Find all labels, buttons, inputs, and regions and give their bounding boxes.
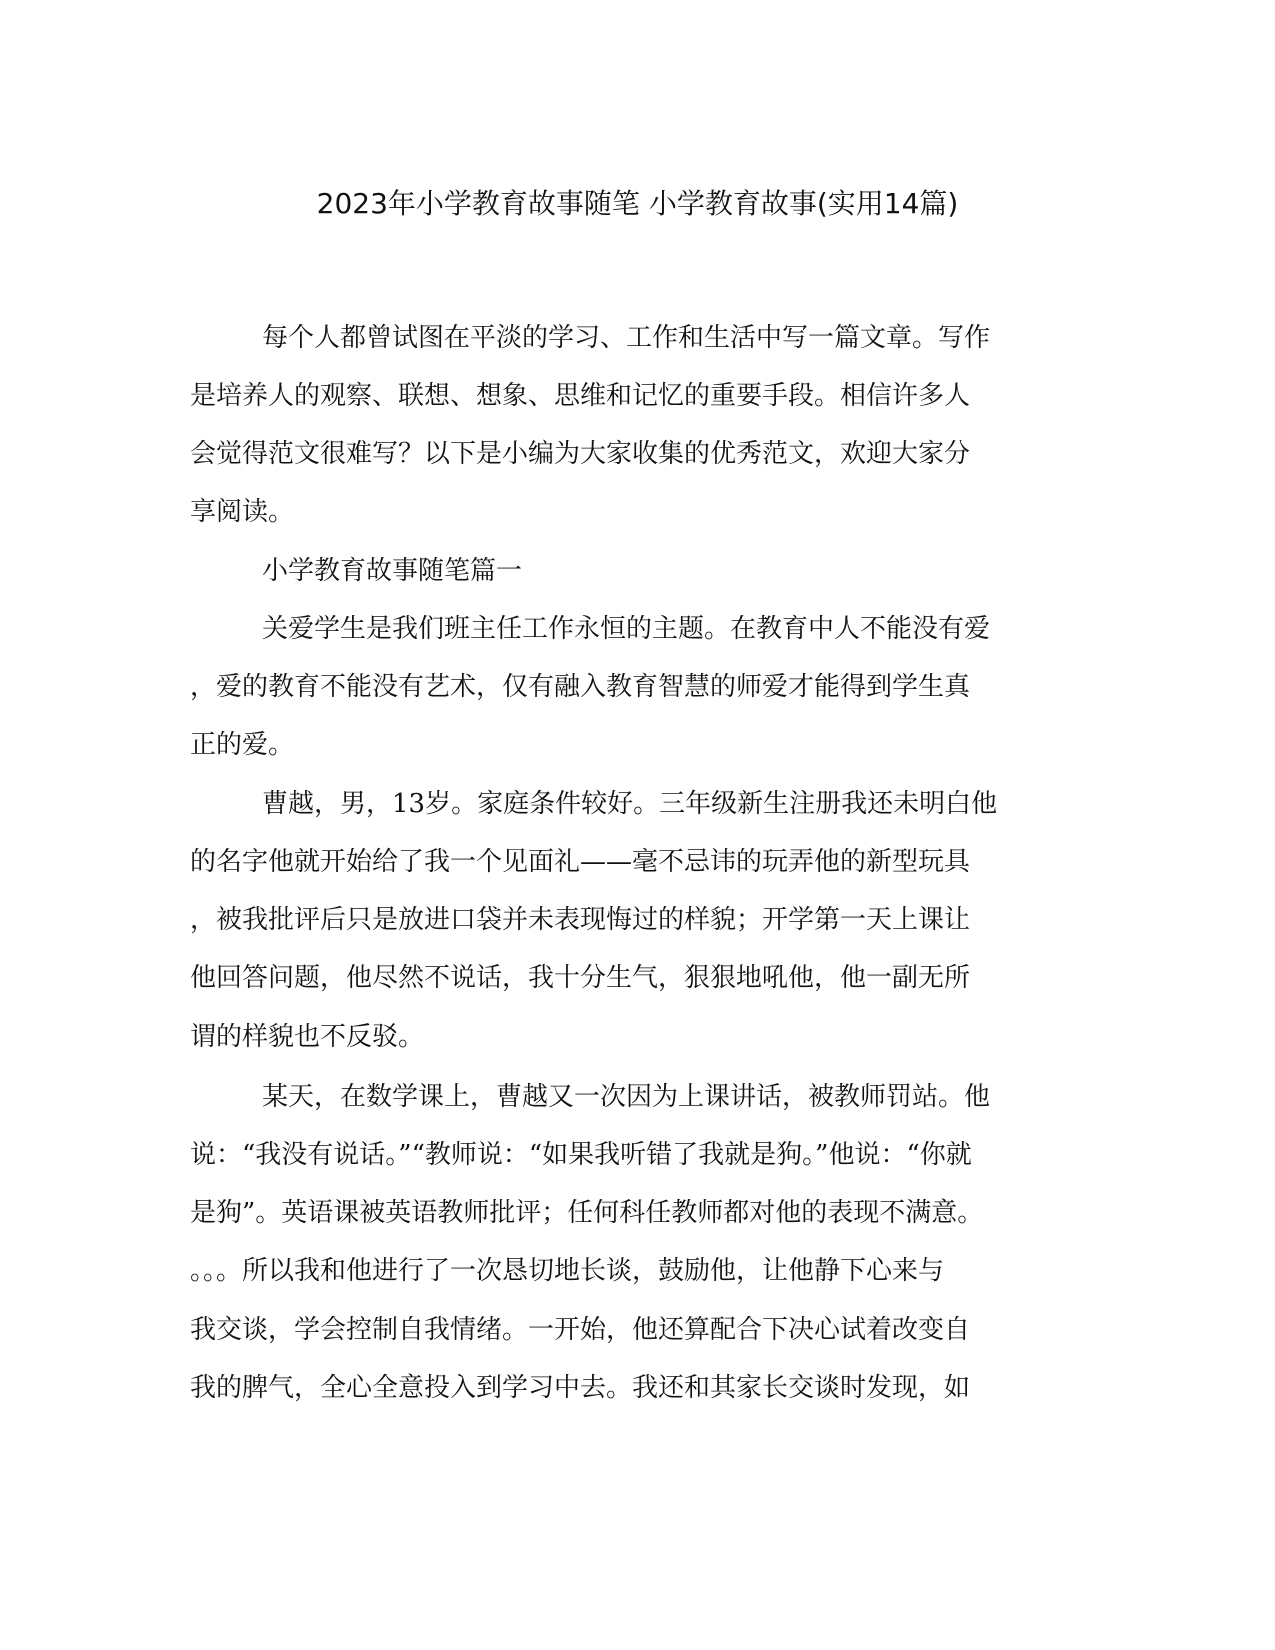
paragraph-line: 的名字他就开始给了我一个见面礼——毫不忌讳的玩弄他的新型玩具	[190, 847, 971, 877]
paragraph-line: 关爱学生是我们班主任工作永恒的主题。在教育中人不能没有爱	[262, 614, 991, 644]
paragraph-line: 每个人都曾试图在平淡的学习、工作和生活中写一篇文章。写作	[262, 323, 991, 353]
paragraph-line: 享阅读。	[190, 497, 295, 527]
document-title: 2023年小学教育故事随笔 小学教育故事(实用14篇)	[316, 187, 959, 220]
paragraph-line: 我交谈，学会控制自我情绪。一开始，他还算配合下决心试着改变自	[190, 1315, 971, 1345]
paragraph-line: 谓的样貌也不反驳。	[190, 1022, 425, 1052]
paragraph-line: 我的脾气，全心全意投入到学习中去。我还和其家长交谈时发现，如	[190, 1373, 971, 1403]
paragraph-line: ，被我批评后只是放进口袋并未表现悔过的样貌；开学第一天上课让	[190, 905, 971, 935]
paragraph-line: 曹越，男，13岁。家庭条件较好。三年级新生注册我还未明白他	[262, 789, 998, 819]
paragraph-line: 正的爱。	[190, 730, 295, 760]
paragraph-line: 。。。所以我和他进行了一次恳切地长谈，鼓励他，让他静下心来与	[190, 1256, 945, 1286]
paragraph-line: 他回答问题，他尽然不说话，我十分生气，狠狠地吼他，他一副无所	[190, 963, 971, 993]
paragraph-line: 某天，在数学课上，曹越又一次因为上课讲话，被教师罚站。他	[262, 1082, 991, 1112]
section-heading: 小学教育故事随笔篇一	[262, 556, 523, 586]
paragraph-line: ，爱的教育不能没有艺术，仅有融入教育智慧的师爱才能得到学生真	[190, 672, 971, 702]
paragraph-line: 是狗”。英语课被英语教师批评；任何科任教师都对他的表现不满意。	[190, 1198, 984, 1228]
paragraph-line: 是培养人的观察、联想、想象、思维和记忆的重要手段。相信许多人	[190, 381, 971, 411]
paragraph-line: 会觉得范文很难写？以下是小编为大家收集的优秀范文，欢迎大家分	[190, 439, 971, 469]
paragraph-line: 说：“我没有说话。”“教师说：“如果我听错了我就是狗。”他说：“你就	[190, 1140, 972, 1170]
